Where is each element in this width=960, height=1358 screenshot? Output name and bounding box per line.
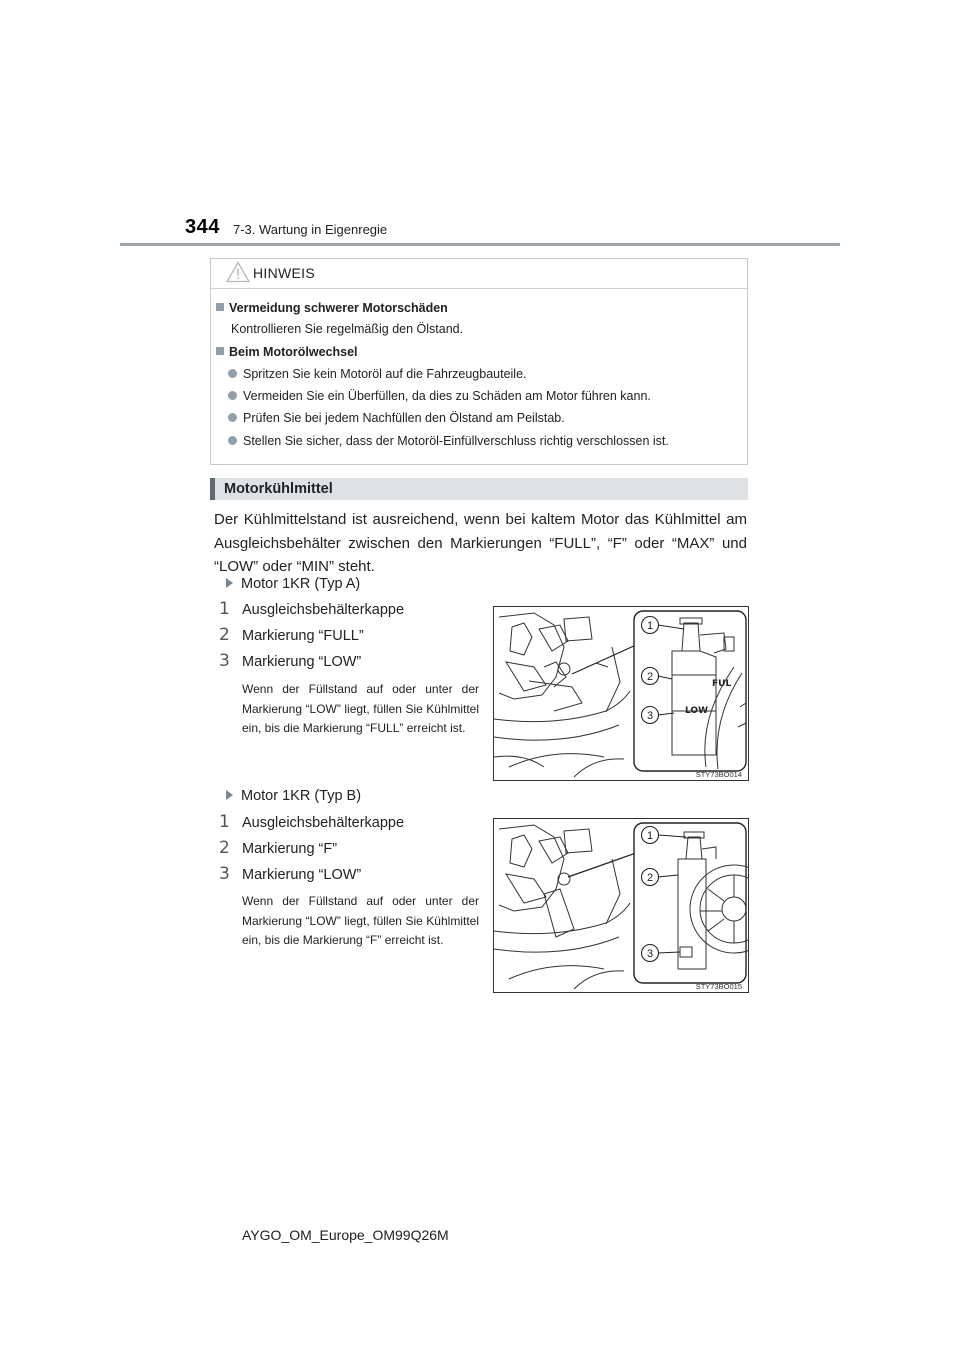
triangle-bullet-icon bbox=[226, 790, 233, 800]
item-number: 1 bbox=[219, 812, 230, 832]
notice-header bbox=[211, 259, 747, 289]
item-number: 2 bbox=[219, 838, 230, 858]
item-number: 1 bbox=[219, 599, 230, 619]
callout-3: 3 bbox=[646, 710, 654, 722]
callout-1: 1 bbox=[646, 620, 654, 632]
notice-bullet: Spritzen Sie kein Motoröl auf die Fahrzeugbauteile. bbox=[228, 367, 527, 381]
notice-heading: Beim Motorölwechsel bbox=[216, 345, 358, 359]
item-note: Wenn der Füllstand auf oder unter der Markierung “LOW” liegt, füllen Sie Kühlmittel ein, bis die Markierung “FULL” erreicht ist. bbox=[242, 682, 479, 735]
item-label: Ausgleichsbehälterkappe bbox=[242, 602, 405, 618]
triangle-bullet-icon bbox=[226, 578, 233, 588]
item-label: Markierung “FULL” bbox=[242, 628, 364, 644]
full-mark-label: FUL bbox=[712, 679, 732, 689]
item-label: Markierung “LOW” bbox=[242, 867, 362, 883]
round-bullet-icon bbox=[228, 436, 237, 445]
notice-heading: Vermeidung schwerer Motorschäden bbox=[216, 301, 448, 315]
square-bullet-icon bbox=[216, 347, 224, 355]
engine-bay-illustration-b bbox=[494, 819, 748, 992]
square-bullet-icon bbox=[216, 303, 224, 311]
figure-code: STY73BO015 bbox=[695, 982, 742, 991]
item-number: 2 bbox=[219, 625, 230, 645]
figure-type-b bbox=[493, 818, 749, 993]
subsection-heading-type-b: Motor 1KR (Typ B) bbox=[226, 788, 361, 804]
section-label: 7-3. Wartung in Eigenregie bbox=[233, 222, 388, 237]
low-mark-label: LOW bbox=[685, 706, 708, 716]
notice-box bbox=[210, 258, 748, 465]
item-label: Markierung “F” bbox=[242, 841, 338, 857]
item-note: Wenn der Füllstand auf oder unter der Markierung “LOW” liegt, füllen Sie Kühlmittel ein, bis die Markierung “F” erreicht ist. bbox=[242, 894, 479, 947]
page-number: 344 bbox=[185, 216, 220, 238]
item-number: 3 bbox=[219, 651, 230, 671]
section-accent bbox=[210, 478, 215, 500]
item-label: Ausgleichsbehälterkappe bbox=[242, 815, 405, 831]
item-label: Markierung “LOW” bbox=[242, 654, 362, 670]
subsection-heading-type-a: Motor 1KR (Typ A) bbox=[226, 576, 360, 592]
callout-2: 2 bbox=[646, 872, 654, 884]
header-rule bbox=[120, 243, 840, 246]
notice-bullet: Stellen Sie sicher, dass der Motoröl-Einfüllverschluss richtig verschlossen ist. bbox=[228, 434, 669, 448]
notice-bullet: Prüfen Sie bei jedem Nachfüllen den Ölstand am Peilstab. bbox=[228, 411, 565, 425]
section-header-bar bbox=[210, 478, 748, 500]
round-bullet-icon bbox=[228, 413, 237, 422]
item-number: 3 bbox=[219, 864, 230, 884]
notice-title: HINWEIS bbox=[253, 265, 315, 281]
callout-2: 2 bbox=[646, 671, 654, 683]
notice-text: Kontrollieren Sie regelmäßig den Ölstand. bbox=[231, 322, 464, 336]
callout-1: 1 bbox=[646, 830, 654, 842]
callout-3: 3 bbox=[646, 948, 654, 960]
notice-bullet: Vermeiden Sie ein Überfüllen, da dies zu Schäden am Motor führen kann. bbox=[228, 389, 651, 403]
figure-code: STY73BO014 bbox=[695, 770, 742, 779]
warning-triangle-icon bbox=[226, 261, 250, 283]
footer-doc-id: AYGO_OM_Europe_OM99Q26M bbox=[242, 1227, 449, 1243]
figure-type-a bbox=[493, 606, 749, 781]
engine-bay-illustration-a bbox=[494, 607, 748, 780]
section-intro: Der Kühlmittelstand ist ausreichend, wenn bei kaltem Motor das Kühlmittel am Ausgleichsbehälter zwischen den Markierungen “FULL”, “F” oder “MAX” und “LOW” oder “MIN” steht. bbox=[214, 511, 747, 575]
section-title: Motorkühlmittel bbox=[224, 481, 333, 497]
round-bullet-icon bbox=[228, 369, 237, 378]
round-bullet-icon bbox=[228, 391, 237, 400]
